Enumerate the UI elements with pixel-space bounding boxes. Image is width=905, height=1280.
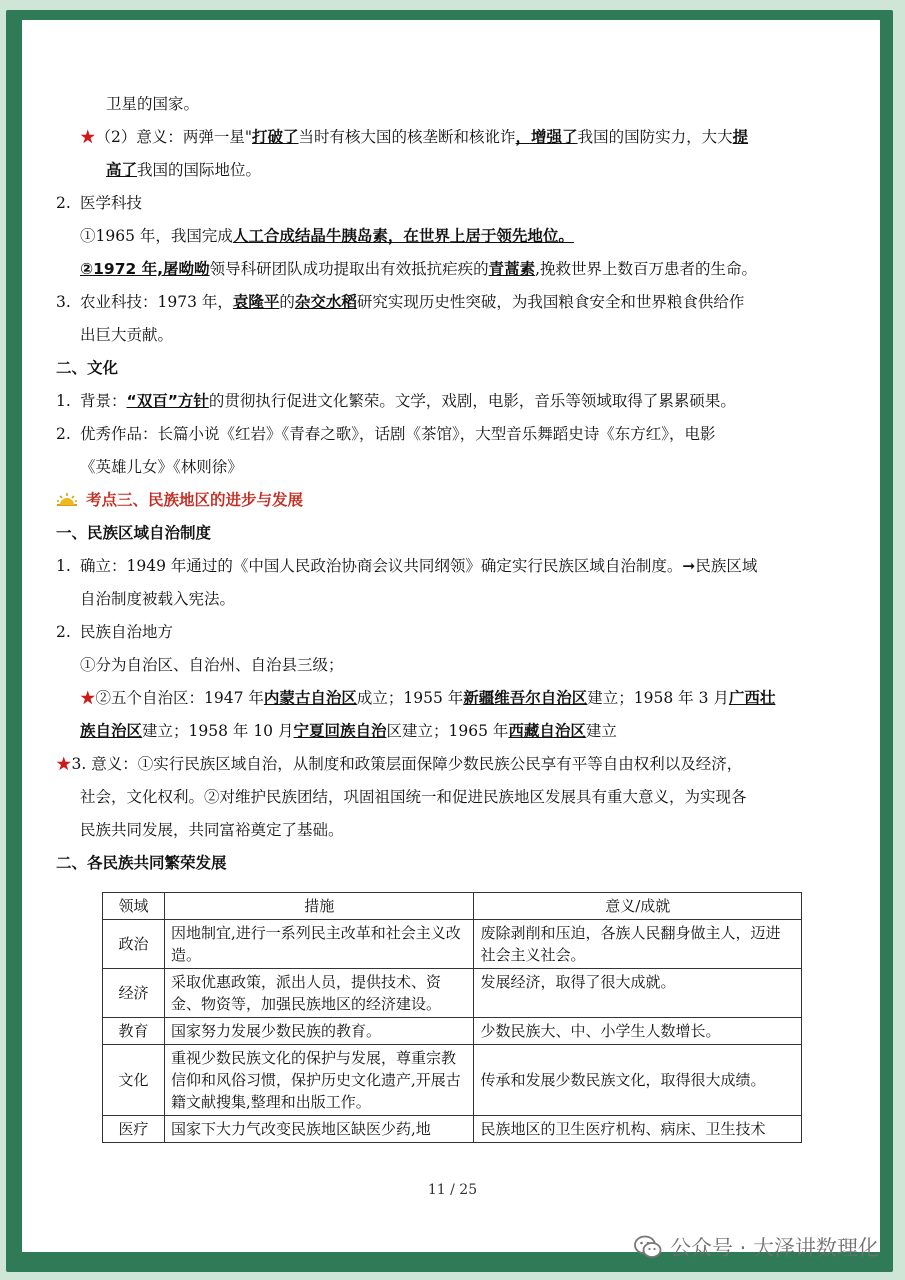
result-cell: 民族地区的卫生医疗机构、病床、卫生技术 bbox=[474, 1116, 802, 1143]
measure-cell: 国家下大力气改变民族地区缺医少药,地 bbox=[164, 1116, 474, 1143]
list-item: 2. 优秀作品：长篇小说《红岩》《青春之歌》，话剧《茶馆》，大型音乐舞蹈史诗《东方红》，电影 bbox=[56, 425, 716, 443]
field-cell: 医疗 bbox=[103, 1116, 165, 1143]
list-item: 3. 农业科技：1973 年，袁隆平的杂交水稻研究实现历史性突破，为我国粮食安全和世界粮食供给作 bbox=[56, 293, 745, 311]
text-line: ②1972 年,屠呦呦领导科研团队成功提取出有效抵抗疟疾的青蒿素,挽救世界上数百万患者的生命。 bbox=[80, 260, 758, 278]
table-row bbox=[103, 1045, 802, 1116]
column-header: 领域 bbox=[103, 893, 165, 920]
result-cell: 废除剥削和压迫，各族人民翻身做主人，迈进社会主义社会。 bbox=[474, 920, 802, 969]
sun-icon bbox=[56, 492, 78, 506]
table-header-row bbox=[103, 893, 802, 920]
result-cell: 发展经济，取得了很大成就。 bbox=[474, 969, 802, 1018]
section-heading: 一、民族区域自治制度 bbox=[56, 524, 212, 542]
text-line: ①1965 年，我国完成人工合成结晶牛胰岛素，在世界上居于领先地位。 bbox=[80, 227, 574, 245]
development-table bbox=[102, 892, 802, 1143]
text-line: 社会，文化权利。②对维护民族团结，巩固祖国统一和促进民族地区发展具有重大意义，为实现各 bbox=[80, 788, 747, 806]
text-line: 族自治区建立；1958 年 10 月宁夏回族自治区建立；1965 年西藏自治区建立 bbox=[80, 722, 617, 740]
text-line: 民族共同发展，共同富裕奠定了基础。 bbox=[80, 821, 344, 839]
text-line: 出巨大贡献。 bbox=[80, 326, 174, 344]
field-cell: 文化 bbox=[103, 1045, 165, 1116]
star-icon: ★ bbox=[56, 755, 72, 773]
table-row bbox=[103, 969, 802, 1018]
field-cell: 政治 bbox=[103, 920, 165, 969]
kaodian-heading: 考点三、民族地区的进步与发展 bbox=[56, 484, 826, 517]
text-line: ①分为自治区、自治州、自治县三级； bbox=[80, 656, 344, 674]
text-line: 自治制度被载入宪法。 bbox=[80, 590, 236, 608]
table-row bbox=[103, 1018, 802, 1045]
section-heading: 二、文化 bbox=[56, 359, 119, 377]
field-cell: 教育 bbox=[103, 1018, 165, 1045]
result-cell: 少数民族大、中、小学生人数增长。 bbox=[474, 1018, 802, 1045]
measure-cell: 国家努力发展少数民族的教育。 bbox=[164, 1018, 474, 1045]
text-line: ★（2）意义：两弹一星"打破了当时有核大国的核垄断和核讹诈，增强了我国的国防实力，大大提 bbox=[80, 128, 749, 146]
section-heading: 二、各民族共同繁荣发展 bbox=[56, 854, 227, 872]
list-item: ★3. 意义：①实行民族区域自治，从制度和政策层面保障少数民族公民享有平等自由权利以及经济， bbox=[56, 755, 743, 773]
list-item: 1. 背景：“双百”方针的贯彻执行促进文化繁荣。文学，戏剧，电影，音乐等领域取得了累累硕果。 bbox=[56, 392, 736, 410]
list-item: 1. 确立：1949 年通过的《中国人民政治协商会议共同纲领》确定实行民族区域自治制度。➞民族区域 bbox=[56, 557, 758, 575]
column-header: 措施 bbox=[164, 893, 474, 920]
table-row bbox=[103, 1116, 802, 1143]
document-body bbox=[56, 88, 826, 880]
star-icon: ★ bbox=[80, 689, 96, 707]
measure-cell: 因地制宜,进行一系列民主改革和社会主义改造。 bbox=[164, 920, 474, 969]
text-line: 《英雄儿女》《林则徐》 bbox=[80, 458, 243, 476]
column-header: 意义/成就 bbox=[474, 893, 802, 920]
list-item: 2. 医学科技 bbox=[56, 194, 143, 212]
star-icon: ★ bbox=[80, 128, 96, 146]
result-cell: 传承和发展少数民族文化，取得很大成绩。 bbox=[474, 1045, 802, 1116]
text-line: ★②五个自治区：1947 年内蒙古自治区成立；1955 年新疆维吾尔自治区建立；1958 年 3 月广西壮 bbox=[80, 689, 776, 707]
table-row bbox=[103, 920, 802, 969]
measure-cell: 重视少数民族文化的保护与发展，尊重宗教信仰和风俗习惯，保护历史文化遗产,开展古籍文献搜集,整理和出版工作。 bbox=[164, 1045, 474, 1116]
page-number: 11 / 25 bbox=[427, 1182, 478, 1198]
watermark-text: 公众号 · 大泽讲数理化 bbox=[669, 1236, 879, 1260]
wechat-icon bbox=[634, 1235, 662, 1259]
field-cell: 经济 bbox=[103, 969, 165, 1018]
text-line: 卫星的国家。 bbox=[106, 95, 200, 113]
measure-cell: 采取优惠政策，派出人员，提供技术、资金、物资等，加强民族地区的经济建设。 bbox=[164, 969, 474, 1018]
list-item: 2. 民族自治地方 bbox=[56, 623, 174, 641]
text-line: 高了我国的国际地位。 bbox=[106, 161, 262, 179]
watermark bbox=[634, 1230, 879, 1264]
